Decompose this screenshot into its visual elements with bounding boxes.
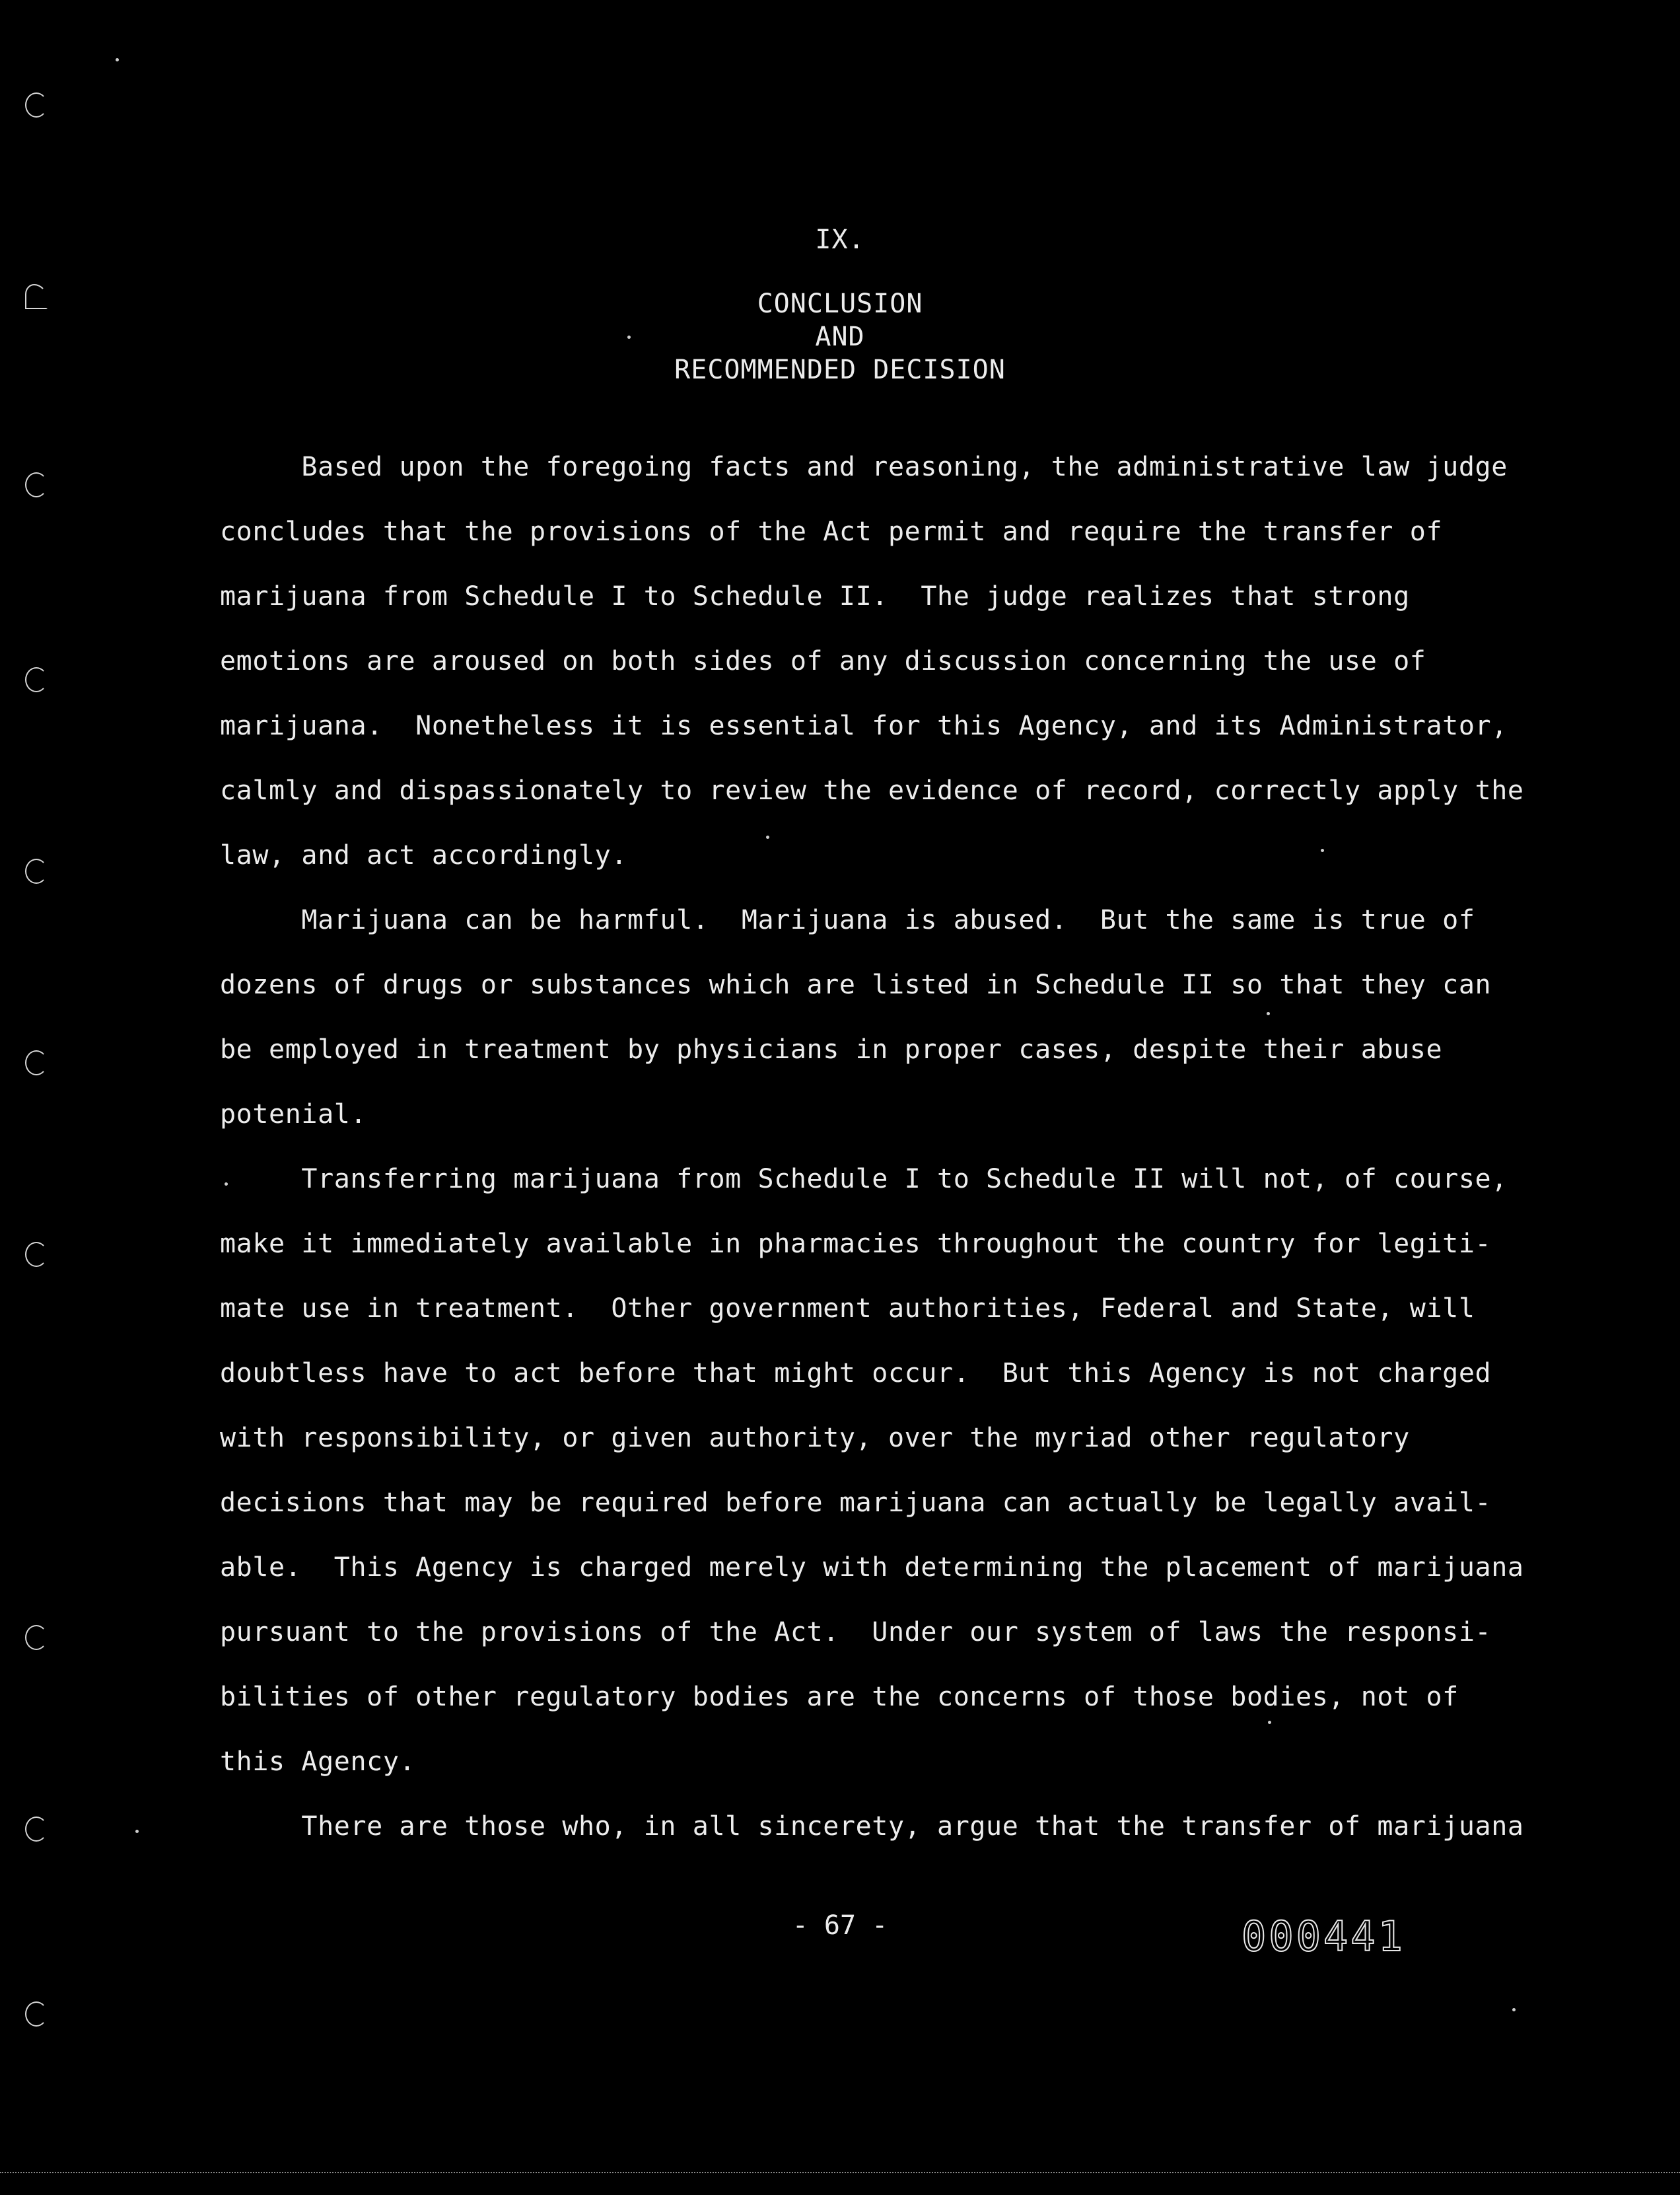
punch-hole-mark	[25, 1050, 48, 1075]
text-line: There are those who, in all sincerety, argue that the transfer of marijuana	[220, 1811, 1524, 1842]
text-line: this Agency.	[220, 1746, 416, 1777]
punch-hole-mark	[25, 859, 48, 884]
scan-speck	[1321, 849, 1324, 852]
scan-speck	[1268, 1721, 1271, 1724]
text-line: with responsibility, or given authority, over the myriad other regulatory	[220, 1423, 1410, 1453]
punch-hole-mark	[25, 1817, 48, 1842]
scan-speck	[1512, 2008, 1516, 2011]
page-number: - 67 -	[792, 1910, 888, 1941]
text-line: marijuana from Schedule I to Schedule II. The judge realizes that strong	[220, 581, 1410, 612]
section-title-line-3: RECOMMENDED DECISION	[674, 355, 1006, 385]
text-line: mate use in treatment. Other government authorities, Federal and State, will	[220, 1293, 1475, 1324]
punch-hole-mark	[25, 1625, 48, 1650]
punch-hole-mark	[25, 92, 48, 118]
punch-hole-mark	[25, 667, 48, 692]
text-line: emotions are aroused on both sides of any discussion concerning the use of	[220, 646, 1426, 676]
scan-edge-rule	[0, 2172, 1680, 2175]
text-line: be employed in treatment by physicians in proper cases, despite their abuse	[220, 1034, 1443, 1065]
text-line: dozens of drugs or substances which are listed in Schedule II so that they can	[220, 970, 1492, 1000]
text-line: law, and act accordingly.	[220, 840, 628, 871]
section-title-line-2: AND	[815, 322, 865, 352]
text-line: calmly and dispassionately to review the evidence of record, correctly apply the	[220, 775, 1524, 806]
text-line: Transferring marijuana from Schedule I to Schedule II will not, of course,	[220, 1164, 1508, 1194]
scan-speck	[135, 1830, 139, 1833]
text-line: bilities of other regulatory bodies are the concerns of those bodies, not of	[220, 1682, 1459, 1712]
scan-speck	[1267, 1012, 1270, 1015]
text-line: make it immediately available in pharmacies throughout the country for legiti-	[220, 1229, 1492, 1259]
punch-hole-mark	[25, 1242, 48, 1267]
text-line: doubtless have to act before that might occur. But this Agency is not charged	[220, 1358, 1492, 1388]
text-line: decisions that may be required before marijuana can actually be legally avail-	[220, 1488, 1492, 1518]
text-line: able. This Agency is charged merely with determining the placement of marijuana	[220, 1552, 1524, 1583]
punch-hole-mark	[25, 2001, 48, 2027]
section-title-line-1: CONCLUSION	[757, 289, 923, 319]
document-control-number: 000441	[1242, 1912, 1405, 1961]
text-line: concludes that the provisions of the Act permit and require the transfer of	[220, 517, 1443, 547]
text-line: Marijuana can be harmful. Marijuana is abused. But the same is true of	[220, 905, 1475, 935]
text-line: marijuana. Nonetheless it is essential for this Agency, and its Administrator,	[220, 711, 1508, 741]
punch-hole-mark	[25, 472, 48, 497]
section-number: IX.	[815, 225, 865, 255]
text-line: pursuant to the provisions of the Act. Under our system of laws the responsi-	[220, 1617, 1492, 1647]
text-line: potenial.	[220, 1099, 367, 1130]
body-text	[220, 0, 1560, 1842]
scan-speck	[766, 836, 769, 839]
text-line: Based upon the foregoing facts and reasoning, the administrative law judge	[220, 452, 1508, 482]
scan-speck	[116, 58, 119, 61]
